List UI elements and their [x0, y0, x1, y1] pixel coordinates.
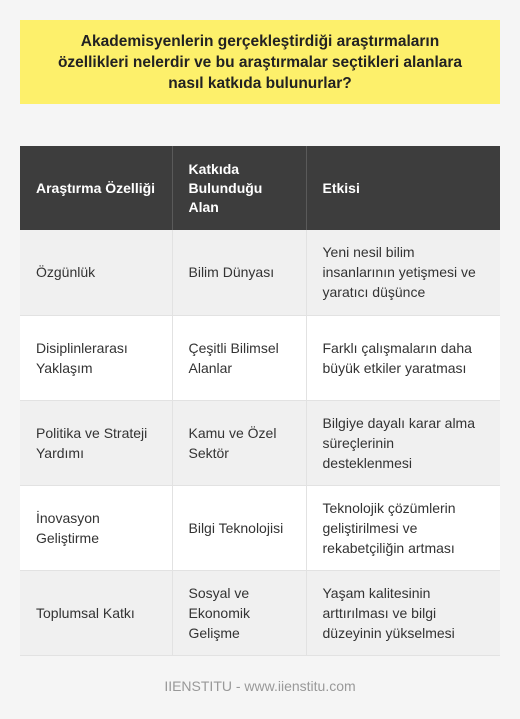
- table-row: [20, 485, 500, 570]
- research-table: [20, 146, 500, 656]
- cell-area: Bilgi Teknolojisi: [172, 485, 306, 570]
- table-header-row: [20, 146, 500, 230]
- cell-area: Kamu ve Özel Sektör: [172, 400, 306, 485]
- footer-credit: IIENSTITU - www.iienstitu.com: [164, 678, 356, 694]
- title-banner: [20, 20, 500, 104]
- cell-area: Sosyal ve Ekonomik Gelişme: [172, 570, 306, 655]
- cell-feature: Politika ve Strateji Yardımı: [20, 400, 172, 485]
- cell-area: Bilim Dünyası: [172, 230, 306, 315]
- header-research-feature: Araştırma Özelliği: [20, 146, 172, 230]
- table-row: [20, 400, 500, 485]
- table-row: [20, 570, 500, 655]
- cell-impact: Yaşam kalitesinin arttırılması ve bilgi düzeyinin yükselmesi: [322, 584, 455, 641]
- cell-feature: İnovasyon Geliştirme: [20, 485, 172, 570]
- cell-impact: Teknolojik çözümlerin geliştirilmesi ve rekabetçiliğin artması: [322, 499, 456, 556]
- cell-feature: Özgünlük: [20, 230, 172, 315]
- page-title: Akademisyenlerin gerçekleştirdiği araştırmaların özellikleri nelerdir ve bu araştırmalar seçtikleri alanlara nasıl katkıda bulunurlar?: [57, 32, 463, 92]
- cell-feature: Disiplinlerarası Yaklaşım: [20, 315, 172, 400]
- table-row: [20, 230, 500, 315]
- cell-impact: Bilgiye dayalı karar alma süreçlerinin desteklenmesi: [322, 414, 476, 471]
- cell-feature: Toplumsal Katkı: [20, 570, 172, 655]
- cell-area: Çeşitli Bilimsel Alanlar: [172, 315, 306, 400]
- header-impact: Etkisi: [322, 179, 360, 196]
- header-contribution-area: Katkıda Bulunduğu Alan: [172, 146, 306, 230]
- table-row: [20, 315, 500, 400]
- cell-impact: Farklı çalışmaların daha büyük etkiler yaratması: [322, 339, 472, 376]
- cell-impact: Yeni nesil bilim insanlarının yetişmesi ve yaratıcı düşünce: [322, 244, 476, 301]
